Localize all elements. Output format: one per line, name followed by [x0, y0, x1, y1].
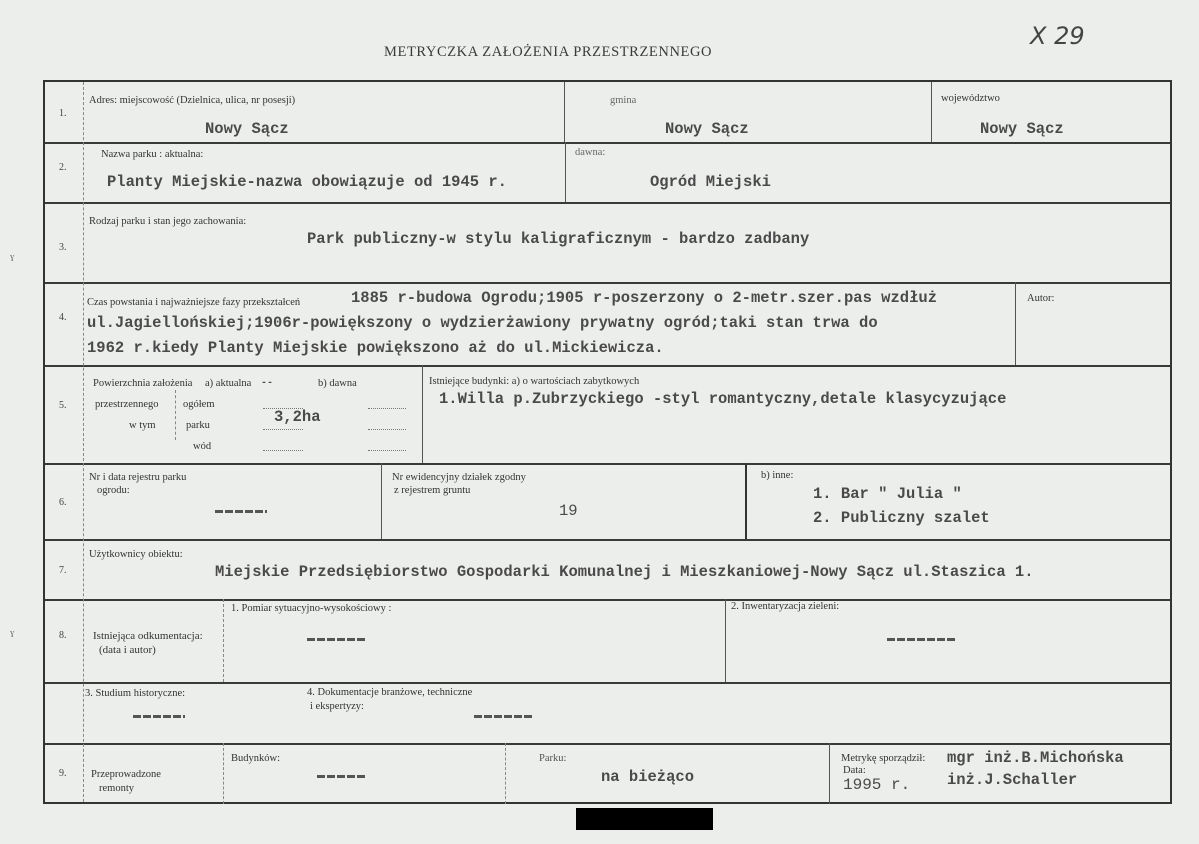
- other-buildings-label: b) inne:: [761, 470, 794, 481]
- cell-divider: [223, 743, 224, 804]
- park-name-former-label: dawna:: [575, 147, 606, 158]
- sub-water-label: wód: [193, 441, 212, 452]
- row-divider: [45, 599, 1170, 601]
- technical-docs-value-dash: [474, 715, 534, 718]
- form-table: [43, 80, 1172, 804]
- row-number: 7.: [59, 565, 67, 576]
- buildings-label: Istniejące budynki: a) o wartościach zabytkowych: [429, 376, 640, 387]
- park-name-current-value[interactable]: Planty Miejskie-nazwa obowiązuje od 1945 r.: [107, 173, 507, 191]
- current-total-value[interactable]: --: [261, 378, 274, 389]
- row-number: 4.: [59, 312, 67, 323]
- redaction-bar: [576, 808, 713, 830]
- area-label-3: w tym: [129, 420, 156, 431]
- park-renovation-label: Parku:: [539, 753, 567, 764]
- buildings-value[interactable]: 1.Willa p.Zubrzyckiego -styl romantyczny,detale klasycyzujące: [439, 390, 1007, 408]
- renovations-label-2: remonty: [99, 783, 134, 794]
- date-label: Data:: [843, 765, 866, 776]
- dotted-field: [368, 429, 406, 430]
- register-label-2: ogrodu:: [97, 485, 130, 496]
- dotted-field: [368, 450, 406, 451]
- area-label-2: przestrzennego: [95, 399, 159, 410]
- users-value[interactable]: Miejskie Przedsiębiorstwo Gospodarki Komunalnej i Mieszkaniowej-Nowy Sącz ul.Staszica 1.: [215, 563, 1034, 581]
- area-divider: [175, 390, 176, 440]
- cell-divider: [381, 463, 382, 539]
- row-divider: [45, 743, 1170, 745]
- park-type-label: Rodzaj parku i stan jego zachowania:: [89, 216, 247, 227]
- wojewodztwo-label: województwo: [941, 93, 1000, 104]
- greenery-label: 2. Inwentaryzacja zieleni:: [731, 601, 840, 612]
- cell-divider: [1015, 282, 1016, 365]
- current-park-area-value[interactable]: 3,2ha: [274, 408, 321, 426]
- row-divider: [45, 463, 1170, 465]
- cell-divider: [564, 82, 565, 142]
- plots-label-2: z rejestrem gruntu: [394, 485, 471, 496]
- documentation-label: Istniejąca odkumentacja:: [93, 630, 203, 642]
- plots-value[interactable]: 19: [559, 502, 578, 520]
- survey-value-dash: [307, 638, 367, 641]
- author-label: Autor:: [1027, 293, 1055, 304]
- other-building-1[interactable]: 1. Bar " Julia ": [813, 485, 962, 503]
- history-study-value-dash: [133, 715, 185, 718]
- dotted-field: [368, 408, 406, 409]
- wojewodztwo-value[interactable]: Nowy Sącz: [980, 120, 1064, 138]
- row-number: 1.: [59, 108, 67, 119]
- gmina-value[interactable]: Nowy Sącz: [665, 120, 749, 138]
- col-current-label: a) aktualna: [205, 378, 252, 389]
- prepared-by-name-2[interactable]: inż.J.Schaller: [947, 771, 1078, 789]
- history-phases-line-1[interactable]: 1885 r-budowa Ogrodu;1905 r-poszerzony o 2-metr.szer.pas wzdłuż: [351, 289, 937, 307]
- park-type-value[interactable]: Park publiczny-w stylu kaligraficznym - bardzo zadbany: [307, 230, 810, 248]
- date-value[interactable]: 1995 r.: [843, 776, 911, 794]
- technical-docs-label: 4. Dokumentacje branżowe, techniczne: [307, 687, 473, 698]
- document-title: METRYCZKA ZAŁOŻENIA PRZESTRZENNEGO: [384, 44, 713, 60]
- sub-park-label: parku: [186, 420, 210, 431]
- cell-divider: [931, 82, 932, 142]
- col-former-label: b) dawna: [318, 378, 357, 389]
- documentation-label-2: (data i autor): [99, 644, 156, 656]
- handwritten-note: X 29: [1030, 22, 1085, 50]
- row-divider: [45, 365, 1170, 367]
- users-label: Użytkownicy obiektu:: [89, 549, 183, 560]
- cell-divider: [422, 365, 423, 463]
- dotted-field: [263, 450, 303, 451]
- row-divider: [45, 539, 1170, 541]
- row-divider: [45, 202, 1170, 204]
- number-column-divider: [83, 82, 84, 802]
- row-number: 6.: [59, 497, 67, 508]
- park-renovation-value[interactable]: na bieżąco: [601, 768, 695, 786]
- technical-docs-label-2: i ekspertyzy:: [310, 701, 364, 712]
- area-label: Powierzchnia założenia: [93, 378, 193, 389]
- row-divider: [45, 682, 1170, 684]
- register-value-dash: [215, 510, 267, 513]
- renovations-label: Przeprowadzone: [91, 769, 161, 780]
- register-label: Nr i data rejestru parku: [89, 472, 187, 483]
- gmina-label: gmina: [610, 95, 637, 106]
- address-value[interactable]: Nowy Sącz: [205, 120, 289, 138]
- prepared-by-name-1[interactable]: mgr inż.B.Michońska: [947, 749, 1124, 767]
- other-building-2[interactable]: 2. Publiczny szalet: [813, 509, 990, 527]
- history-phases-line-2[interactable]: ul.Jagiellońskiej;1906r-powiększony o wydzierżawiony prywatny ogród;taki stan trwa do: [87, 314, 878, 332]
- cell-divider: [565, 142, 566, 202]
- plots-label: Nr ewidencyjny działek zgodny: [392, 472, 526, 483]
- survey-label: 1. Pomiar sytuacyjno-wysokościowy :: [231, 603, 392, 614]
- buildings-renovation-label: Budynków:: [231, 753, 281, 764]
- cell-divider: [725, 599, 726, 682]
- park-name-current-label: Nazwa parku : aktualna:: [101, 149, 204, 160]
- park-name-former-value[interactable]: Ogród Miejski: [650, 173, 771, 191]
- row-divider: [45, 142, 1170, 144]
- address-label: Adres: miejscowość (Dzielnica, ulica, nr posesji): [89, 95, 296, 106]
- dotted-field: [263, 429, 303, 430]
- row-divider: [45, 282, 1170, 284]
- margin-mark: ˠ: [10, 628, 15, 643]
- row-number: 3.: [59, 242, 67, 253]
- cell-divider: [829, 743, 830, 804]
- row-number: 2.: [59, 162, 67, 173]
- history-study-label: 3. Studium historyczne:: [85, 688, 186, 699]
- cell-divider: [745, 463, 747, 539]
- sub-total-label: ogółem: [183, 399, 215, 410]
- cell-divider: [505, 743, 506, 804]
- history-phases-line-3[interactable]: 1962 r.kiedy Planty Miejskie powiększono aż do ul.Mickiewicza.: [87, 339, 664, 357]
- row-number: 8.: [59, 630, 67, 641]
- margin-mark: ˠ: [10, 252, 15, 267]
- row-number: 5.: [59, 400, 67, 411]
- cell-divider: [223, 599, 224, 682]
- buildings-renovation-dash: [317, 775, 367, 778]
- history-phases-label: Czas powstania i najważniejsze fazy przekształceń: [87, 297, 301, 308]
- row-number: 9.: [59, 768, 67, 779]
- prepared-by-label: Metrykę sporządził:: [841, 753, 926, 764]
- greenery-value-dash: [887, 638, 957, 641]
